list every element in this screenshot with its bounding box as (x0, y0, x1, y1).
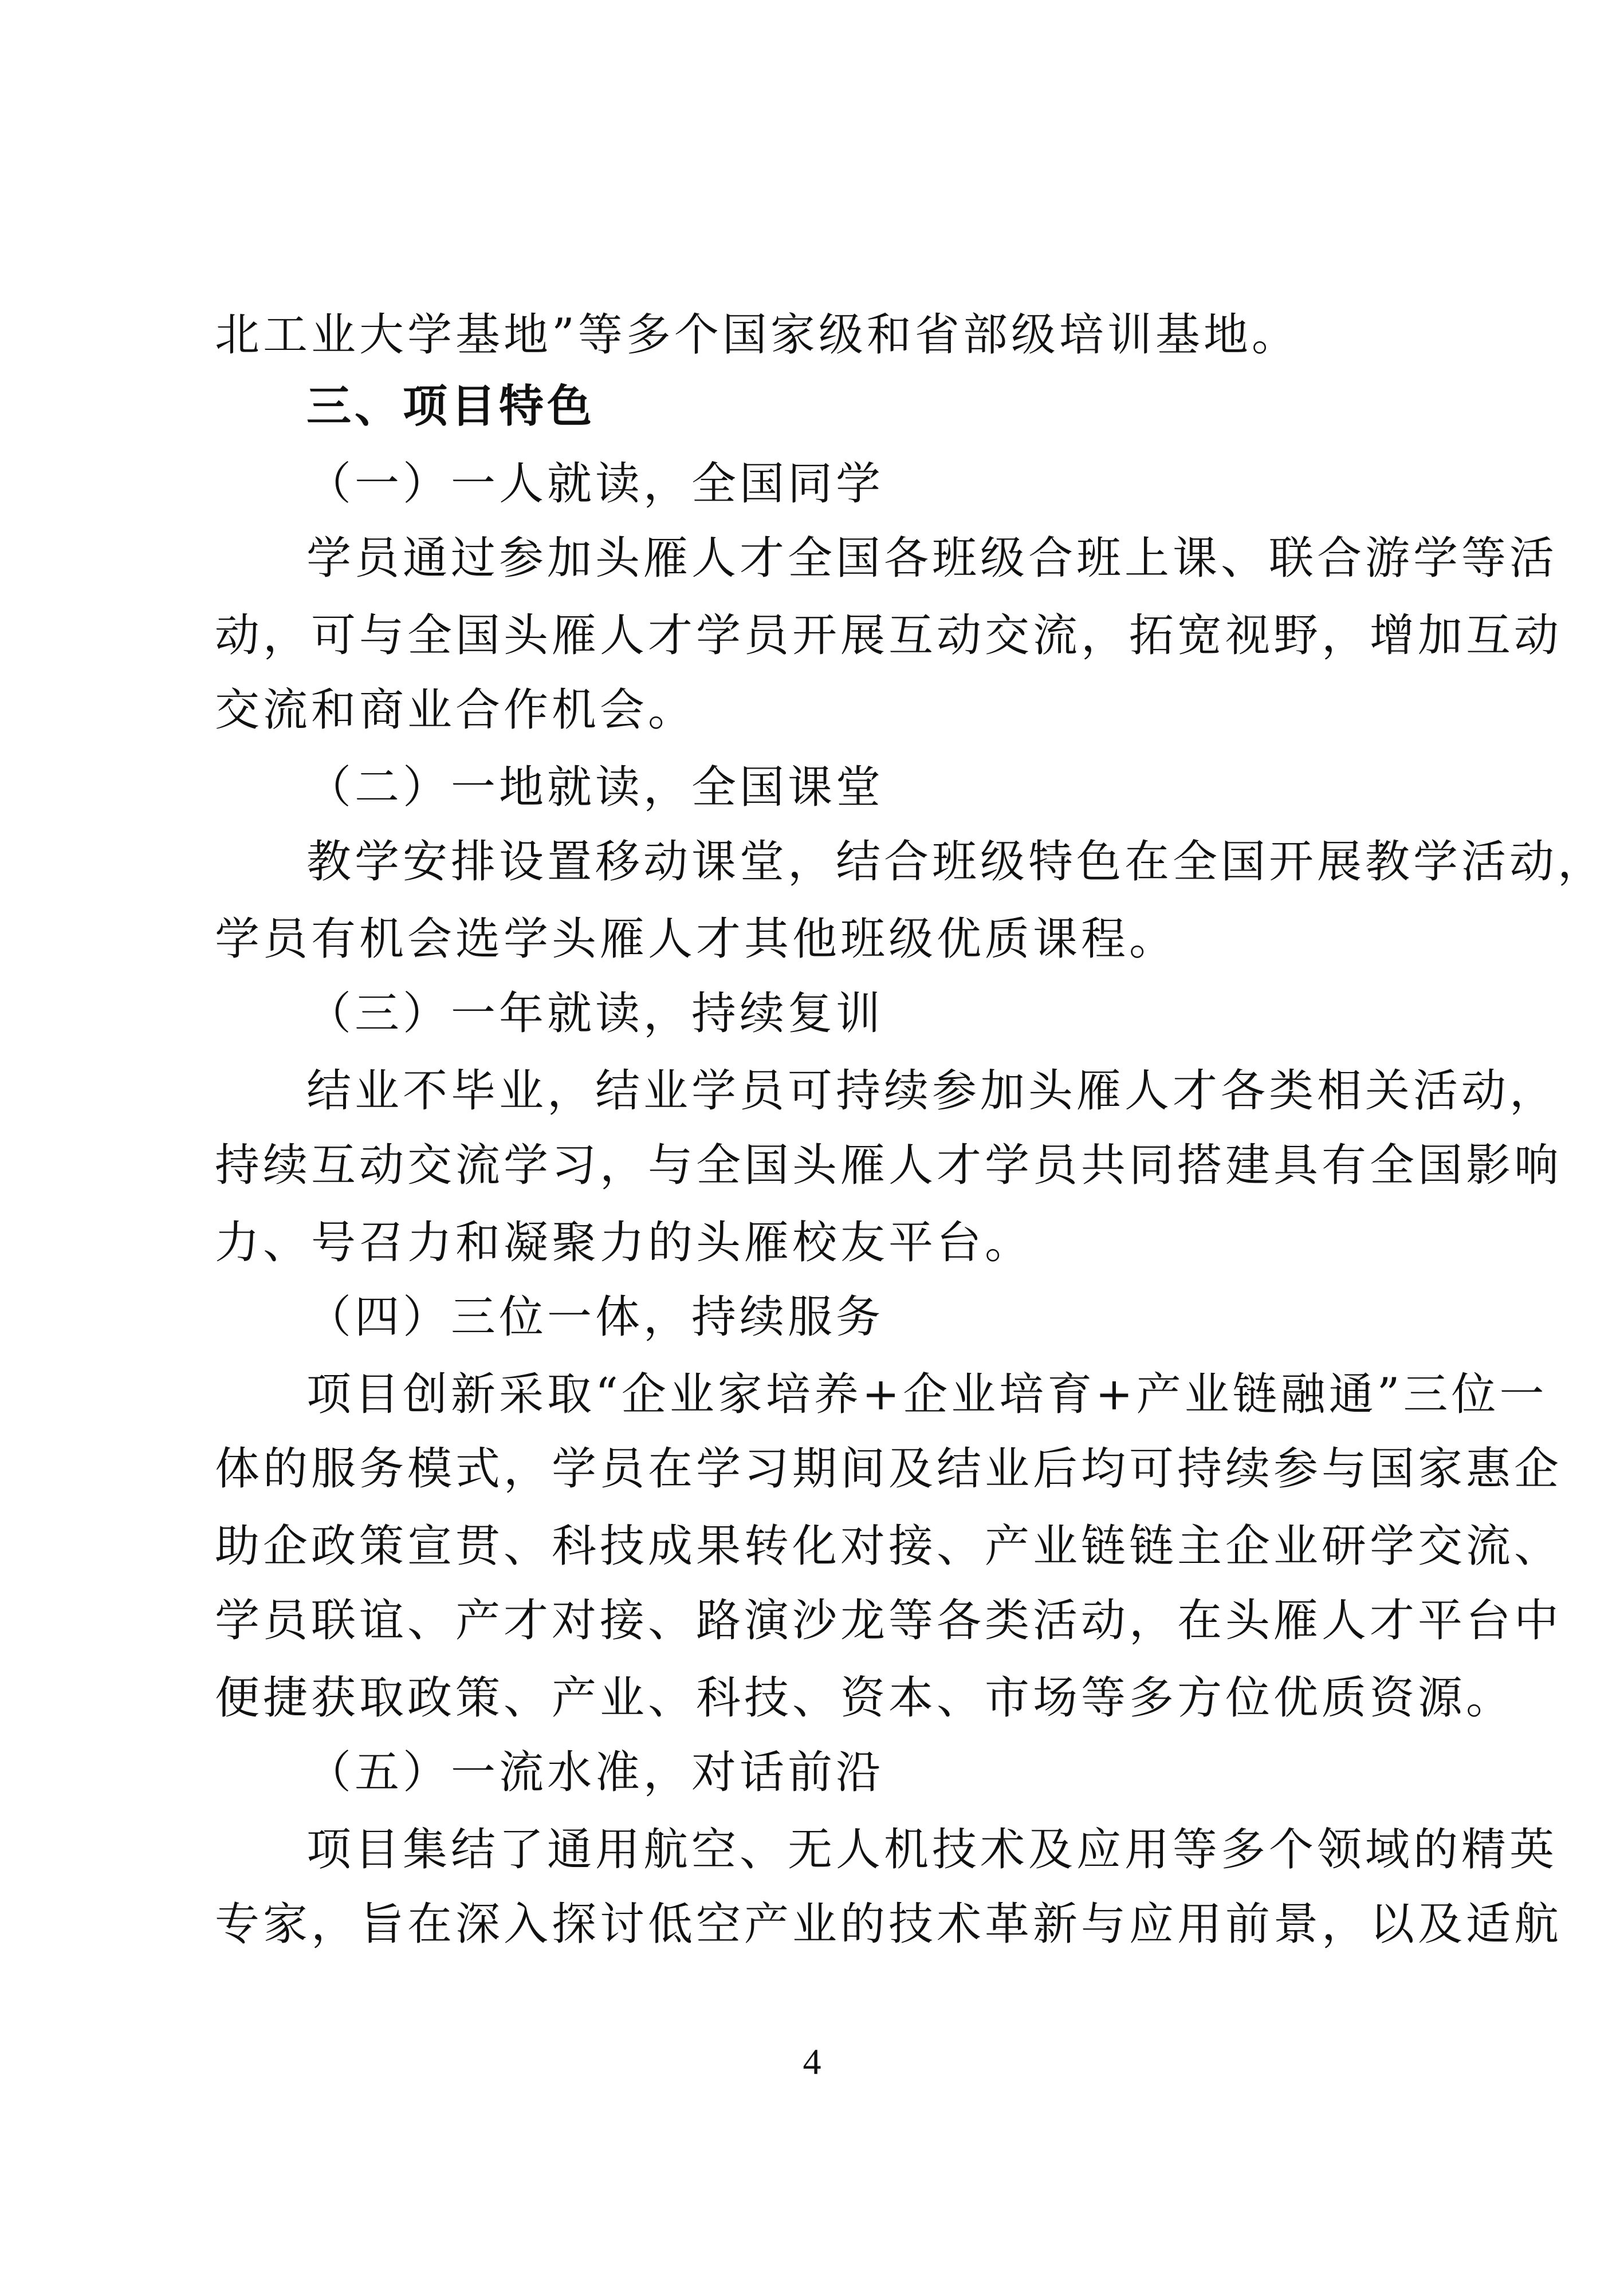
body-text-line: 学员通过参加头雁人才全国各班级合班上课、联合游学等活 (306, 533, 1558, 584)
body-text-line: 专家，旨在深入探讨低空产业的技术革新与应用前景，以及适航 (215, 1899, 1563, 1950)
body-text-line: 体的服务模式，学员在学习期间及结业后均可持续参与国家惠企 (215, 1443, 1563, 1495)
body-text-line: 北工业大学基地”等多个国家级和省部级培训基地。 (215, 309, 1300, 361)
page-number: 4 (803, 2041, 821, 2082)
body-text-line: 力、号召力和凝聚力的头雁校友平台。 (215, 1217, 1033, 1269)
body-text-line: 学员联谊、产才对接、路演沙龙等各类活动，在头雁人才平台中 (215, 1595, 1563, 1647)
body-text-line: 动，可与全国头雁人才学员开展互动交流，拓宽视野，增加互动 (215, 610, 1563, 661)
body-text-line: 便捷获取政策、产业、科技、资本、市场等多方位优质资源。 (215, 1672, 1515, 1724)
subsection-heading: （五）一流水准，对话前沿 (306, 1747, 884, 1798)
body-text-line: 结业不毕业，结业学员可持续参加头雁人才各类相关活动， (306, 1065, 1558, 1117)
section-heading: 三、项目特色 (306, 380, 596, 432)
body-text-line: 教学安排设置移动课堂，结合班级特色在全国开展教学活动， (306, 836, 1606, 888)
body-text-line: 持续互动交流学习，与全国头雁人才学员共同搭建具有全国影响 (215, 1140, 1563, 1191)
subsection-heading: （一）一人就读，全国同学 (306, 458, 884, 510)
body-text-line: 项目创新采取“企业家培养+企业培育+产业链融通”三位一 (306, 1369, 1548, 1420)
subsection-heading: （二）一地就读，全国课堂 (306, 762, 884, 813)
body-text-line: 交流和商业合作机会。 (215, 684, 697, 736)
subsection-heading: （四）三位一体，持续服务 (306, 1291, 884, 1343)
subsection-heading: （三）一年就读，持续复训 (306, 988, 884, 1039)
body-text-line: 学员有机会选学头雁人才其他班级优质课程。 (215, 913, 1178, 965)
body-text-line: 项目集结了通用航空、无人机技术及应用等多个领域的精英 (306, 1824, 1558, 1876)
body-text-line: 助企政策宣贯、科技成果转化对接、产业链链主企业研学交流、 (215, 1521, 1563, 1572)
